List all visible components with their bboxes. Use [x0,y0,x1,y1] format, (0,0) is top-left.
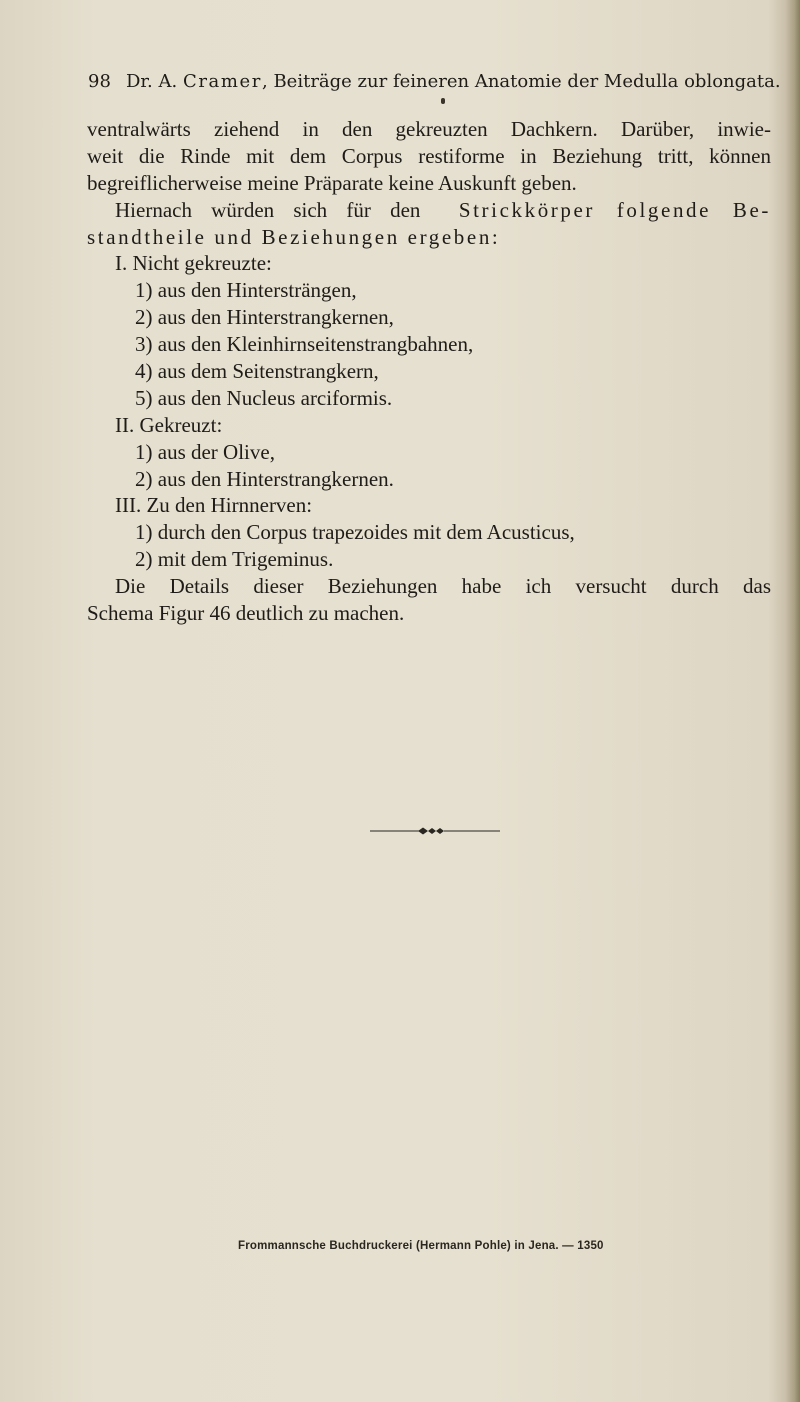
list-item: 1) durch den Corpus trapezoides mit dem Acusticus, [135,520,575,545]
list-item: 1) aus der Olive, [135,439,275,464]
printer-imprint: Frommannsche Buchdruckerei (Hermann Pohle) in Jena. — 1350 [238,1240,604,1252]
author-name: Cramer [182,71,262,92]
author-prefix: Dr. A. [126,71,183,92]
running-title: , Beiträge zur feineren Anatomie der Medulla oblongata. [262,71,781,92]
list-item: 2) mit dem Trigeminus. [135,547,334,572]
text-line: Die Details dieser Beziehungen habe ich versucht durch das [115,574,771,599]
text-line: weit die Rinde mit dem Corpus restiforme in Beziehung tritt, können [87,143,771,168]
list-item: 3) aus den Kleinhirnseitenstrangbahnen, [135,332,474,357]
list-item: 5) aus den Nucleus arciformis. [135,385,393,410]
list-item: 4) aus dem Seitenstrangkern, [135,359,379,384]
list-heading: I. Nicht gekreuzte: [115,251,272,276]
list-item: 2) aus den Hinterstrangkernen. [135,466,394,491]
body-text [87,116,771,627]
text-line: Schema Figur 46 deutlich zu machen. [87,601,405,626]
spaced-text-run: Strickkörper folgende Be- [458,197,772,222]
ink-speck [441,98,445,104]
page-edge-shadow [786,0,800,1402]
list-item: 2) aus den Hinterstrangkernen, [135,305,394,330]
section-end-ornament [370,825,500,837]
text-line: ventralwärts ziehend in den gekreuzten Dachkern. Darüber, inwie- [87,117,771,141]
running-header [88,70,781,94]
list-heading: II. Gekreuzt: [115,412,223,437]
list-heading: III. Zu den Hirnnerven: [115,493,313,518]
text-line: standtheile und Beziehungen ergeben: [87,224,501,249]
text-line [87,197,771,224]
list-item: 1) aus den Hintersträngen, [135,278,357,303]
text-line: begreiflicherweise meine Präparate keine Auskunft geben. [87,170,577,195]
text-run: Hiernach würden sich für den [115,197,440,222]
page-number: 98 [88,71,111,92]
